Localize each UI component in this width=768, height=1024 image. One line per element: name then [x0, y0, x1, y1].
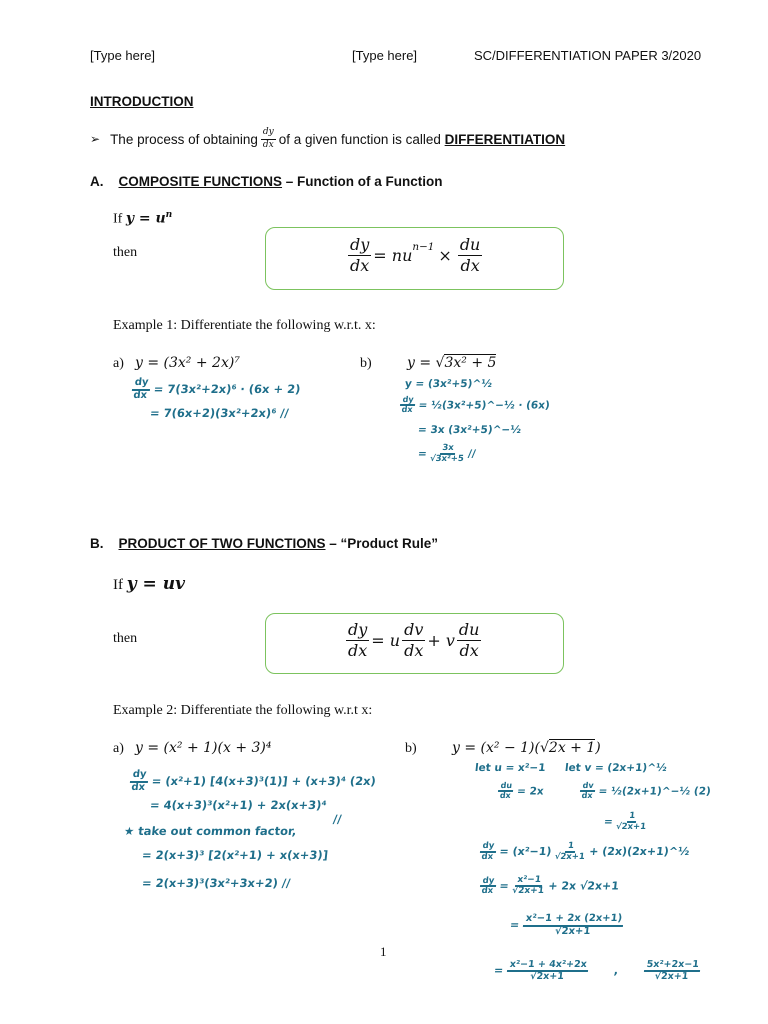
work-2b-line-4: = $\frac{\text{x²−1 + 4x²+2x}}{√2x+1}$ , $\frac{\text{5x²+2x−1}}{√2x+1}$: [493, 959, 700, 982]
work-1b-line-2: $\frac{dy}{dx}$ = ½(3x²+5)^−½ · (6x): [401, 395, 551, 415]
header-left: [Type here]: [90, 48, 156, 63]
section-a-then: then: [113, 245, 138, 260]
section-a-heading: A. COMPOSITE FUNCTIONS – Function of a Function: [90, 174, 443, 189]
work-2b-let-u: let u = x²−1: [474, 762, 547, 774]
product-rule-formula: $\frac{dy}{dx}$ = u $\frac{dv}{dx}$ + v $\frac{du}{dx}$: [348, 620, 480, 660]
work-2b-du: $\frac{du}{dx}$ = 2x: [499, 781, 545, 801]
section-b-then: then: [113, 631, 138, 646]
example-2a-label: a): [113, 741, 124, 756]
example-2-label: Example 2: Differentiate the following w.r.t x:: [113, 703, 373, 718]
chain-rule-formula-box: [265, 227, 564, 290]
work-2b-line-2: $\frac{dy}{dx}$ = $\frac{\text{x²−1}}{√2x+1}$ + 2x √2x+1: [480, 875, 620, 897]
example-2b-label: b): [405, 741, 417, 756]
example-1a-label: a): [113, 356, 124, 371]
example-1b-label: b): [360, 356, 372, 371]
sqrt-icon: √: [435, 355, 445, 371]
differentiation-keyword: DIFFERENTIATION: [444, 131, 566, 147]
section-a-if: If $y = u^n$: [113, 209, 173, 227]
work-2a-note: ★ take out common factor,: [123, 824, 298, 838]
work-1b-line-4: = $\frac{3x}{\text{√3x²+5}}$ //: [417, 443, 477, 464]
work-2b-line-3: = $\frac{\text{x²−1 + 2x (2x+1)}}{√2x+1}$: [509, 913, 623, 937]
section-b-if: If y = uv: [113, 574, 185, 594]
product-rule-formula-box: [265, 613, 564, 674]
work-1b-line-3: = 3x (3x²+5)^−½: [417, 424, 522, 436]
sqrt-icon: √: [539, 740, 549, 756]
header-center: [Type here]: [352, 48, 418, 63]
example-2b-expression: y = (x² − 1)(√2x + 1): [452, 740, 601, 756]
work-2a-line-3: = 2(x+3)³ [2(x²+1) + x(x+3)]: [141, 848, 329, 862]
work-1a-line-1: $\frac{dy}{dx}$ = 7(3x²+2x)⁶ · (6x + 2): [132, 377, 302, 401]
work-2a-line-1: $\frac{dy}{dx}$ = (x²+1) [4(x+3)³(1)] + (x+3)⁴ (2x): [130, 769, 377, 793]
header-right: SC/DIFFERENTIATION PAPER 3/2020: [474, 48, 702, 63]
section-b-heading: B. PRODUCT OF TWO FUNCTIONS – “Product Rule”: [90, 536, 439, 551]
example-1b-expression: y = √3x² + 5: [407, 355, 497, 371]
bullet-arrow-icon: ➢: [90, 132, 101, 147]
example-1a-expression: y = (3x² + 2x)⁷: [135, 355, 240, 371]
chain-rule-formula: $\frac{dy}{dx}$ = nu $^{n-1}$ × $\frac{du}{dx}$: [350, 235, 481, 275]
work-2b-dv: $\frac{dv}{dx}$ = ½(2x+1)^−½ (2): [581, 781, 712, 801]
work-2b-dv-simplified: = $\frac{1}{√2x+1}$: [603, 811, 647, 832]
work-2b-line-1: $\frac{dy}{dx}$ = (x²−1) $\frac{1}{√2x+1}$ + (2x)(2x+1)^½: [480, 841, 691, 862]
work-2a-line-2: = 4(x+3)³(x²+1) + 2x(x+3)⁴ //: [149, 798, 343, 826]
work-1a-line-2: = 7(6x+2)(3x²+2x)⁶ //: [149, 406, 290, 420]
page-number: 1: [380, 944, 387, 959]
intro-bullet: ➢ The process of obtaining $\frac{dy}{dx}$ of a given function is called DIFFERENTIATION: [90, 127, 566, 150]
work-1b-line-1: y = (3x²+5)^½: [404, 378, 493, 390]
example-1-label: Example 1: Differentiate the following w.r.t. x:: [113, 318, 376, 333]
work-2b-let-v: let v = (2x+1)^½: [564, 762, 668, 774]
intro-heading: INTRODUCTION: [90, 94, 194, 109]
dy-dx-fraction: $\frac{dy}{dx}$: [262, 127, 274, 150]
work-2a-line-4: = 2(x+3)³(3x²+3x+2) //: [141, 876, 292, 890]
example-2a-expression: y = (x² + 1)(x + 3)⁴: [135, 740, 272, 756]
